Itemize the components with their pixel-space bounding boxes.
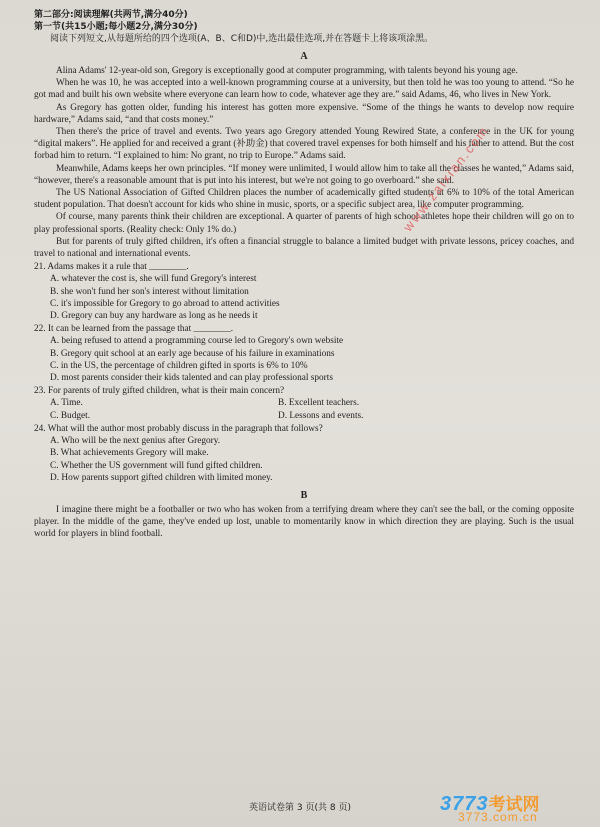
question-24 xyxy=(34,423,574,484)
question-21 xyxy=(34,261,574,322)
answer-option-row xyxy=(50,397,574,409)
answer-option: C. Budget. xyxy=(50,410,91,421)
answer-option: C. Whether the US government will fund gifted children. xyxy=(50,460,263,471)
part-heading: 第二部分:阅读理解(共两节,满分40分) xyxy=(34,10,188,20)
answer-option: D. Gregory can buy any hardware as long as he needs it xyxy=(50,311,258,322)
answer-option: B. she won't fund her son's interest without limitation xyxy=(50,286,249,297)
diagonal-watermark: www.zaixian.com xyxy=(400,122,492,235)
question-stem: 24. What will the author most probably discuss in the paragraph that follows? xyxy=(34,423,323,434)
page-content xyxy=(34,10,574,541)
logo-number: 3773 xyxy=(440,793,489,815)
answer-option: A. being refused to attend a programming course led to Gregory's own website xyxy=(50,336,344,347)
answer-option: D. How parents support gifted children with limited money. xyxy=(50,472,273,483)
passage-a-letter: A xyxy=(300,51,308,62)
passage-a-paragraph: Of course, many parents think their children are exceptional. A quarter of parents of high school athletes hope their children will go on to play professional sports. (Reality check: Only 1% do.) xyxy=(34,212,574,235)
passage-b-letter: B xyxy=(300,489,308,501)
question-23 xyxy=(34,385,574,422)
passage-a-paragraph: When he was 10, he was accepted into a well-known programming course at a university, but then told he was too young to attend. “So he got mad and built his own website where everyone can learn how to code, whatever age they are.” said Adams, 46, who lives in New York. xyxy=(34,78,574,101)
answer-option: B. Excellent teachers. xyxy=(278,398,360,409)
passage-a-paragraph: The US National Association of Gifted Children places the number of academically gifted students at 6% to 10% of the total American student population. That doesn't account for kids who shine in music, sports, or a specific subject area, like computer programming. xyxy=(34,188,574,211)
question-stem: 22. It can be learned from the passage that ________. xyxy=(34,324,234,335)
answer-option: B. What achievements Gregory will make. xyxy=(50,448,209,459)
answer-option: A. whatever the cost is, she will fund Gregory's interest xyxy=(50,274,257,285)
answer-option: D. Lessons and events. xyxy=(278,410,364,421)
passage-a-paragraph: But for parents of truly gifted children, it's often a financial struggle to balance a limited budget with private lessons, pricey coaches, and travel to national and international events. xyxy=(34,236,574,260)
question-stem: 23. For parents of truly gifted children, what is their main concern? xyxy=(34,386,285,397)
logo-url: 3773.com.cn xyxy=(458,810,538,824)
page-footer: 英语试卷第 3 页(共 8 页) xyxy=(249,803,351,813)
answer-option: A. Who will be the next genius after Gregory. xyxy=(50,436,221,447)
answer-option: A. Time. xyxy=(50,398,83,409)
passage-a-paragraph: Alina Adams' 12-year-old son, Gregory is exceptionally good at computer programming, with talents beyond his young age. xyxy=(56,66,518,76)
answer-option-row xyxy=(50,410,574,422)
logo-chinese: 考试网 xyxy=(488,795,540,815)
site-logo xyxy=(440,790,590,824)
question-stem: 21. Adams makes it a rule that ________. xyxy=(34,262,189,273)
answer-option: D. most parents consider their kids talented and can play professional sports xyxy=(50,373,333,384)
passage-b-paragraph: I imagine there might be a footballer or two who has woken from a terrifying dream where they can't see the ball, or the coming opposite player. In the middle of the game, they've ended up lost, unable to momentarily know in which direction they are playing. Such is the usual world for players in blind football. xyxy=(34,504,574,540)
answer-option: B. Gregory quit school at an early age because of his failure in examinations xyxy=(50,348,335,359)
passage-a-paragraph: Then there's the price of travel and events. Two years ago Gregory attended Young Rewired State, a conference in the UK for young “digital makers”. He applied for and received a grant (补助金) that covered travel expenses for both himself and his father to attend. But the cost forbad him to return. “I explained to him: No grant, no trip to Europe.” Adams said. xyxy=(34,127,574,162)
section-heading: 第一节(共15小题;每小题2分,满分30分) xyxy=(34,21,198,32)
answer-option: C. in the US, the percentage of children gifted in sports is 6% to 10% xyxy=(50,360,308,371)
passage-a-paragraph: Meanwhile, Adams keeps her own principles. “If money were unlimited, I would allow him to take all the classes he wanted,” Adams said, “however, there's a reasonable amount that is put into his interest, but we're not going to go overboard.” she said. xyxy=(34,163,574,186)
answer-option: C. it's impossible for Gregory to go abroad to attend activities xyxy=(50,298,280,309)
instructions: 阅读下列短文,从每题所给的四个选项(A、B、C和D)中,选出最佳选项,并在答题卡上将该项涂黑。 xyxy=(50,34,434,44)
passage-a-paragraph: As Gregory has gotten older, funding his interest has gotten more expensive. “Some of the things he wants to develop now require hardware,” Adams said, “and that costs money.” xyxy=(34,102,574,125)
question-22 xyxy=(34,323,574,384)
